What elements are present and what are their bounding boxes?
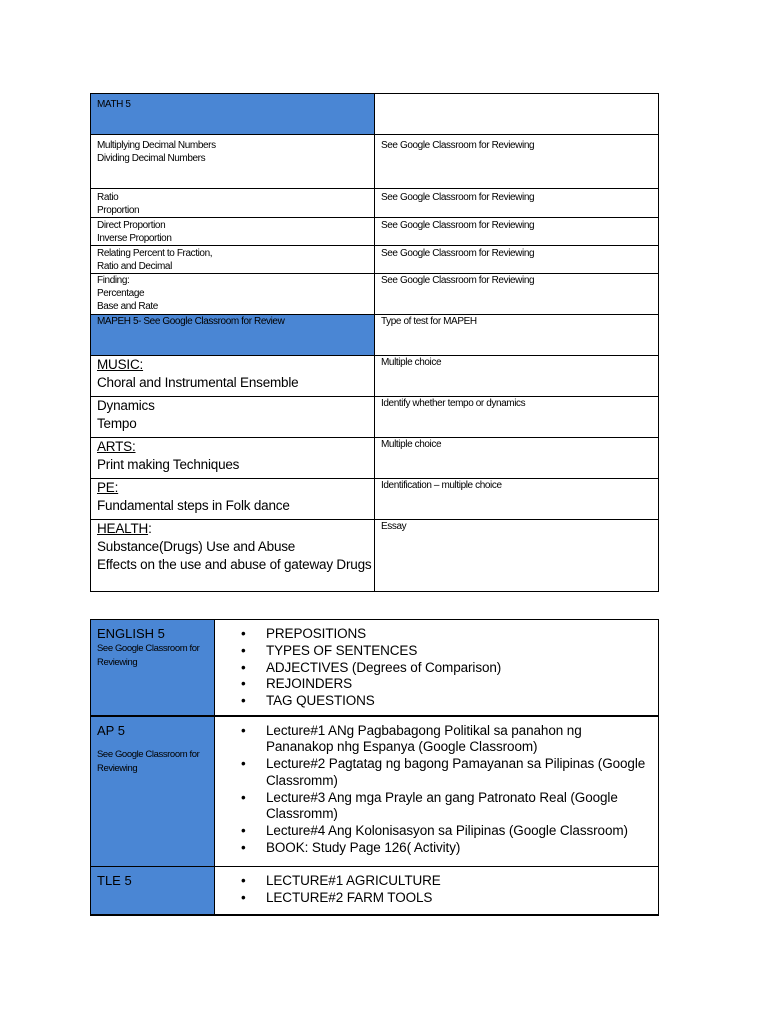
mapeh-test-cell xyxy=(375,479,659,520)
list-item-text: TAG QUESTIONS xyxy=(266,693,375,709)
mapeh-topic-cell xyxy=(91,356,375,397)
bullet-icon: • xyxy=(241,823,246,839)
mapeh-label-suffix: : xyxy=(148,521,152,536)
math-note-cell xyxy=(375,274,659,315)
mapeh-topic-line: Substance(Drugs) Use and Abuse xyxy=(97,539,296,554)
list-item xyxy=(241,693,652,710)
math-header-cell xyxy=(91,94,375,135)
mapeh-topic-line: Effects on the use and abuse of gateway Drugs xyxy=(97,557,372,572)
mapeh-header: MAPEH 5- See Google Classroom for Review xyxy=(97,316,285,327)
list-item-text: Lecture#1 ANg Pagbabagong Politikal sa panahon ng Pananakop nhg Espanya (Google Classroom) xyxy=(266,722,582,755)
list-item xyxy=(241,889,652,907)
mapeh-label: HEALTH xyxy=(97,521,149,536)
mapeh-test-cell xyxy=(375,356,659,397)
math-note: See Google Classroom for Reviewing xyxy=(381,192,535,203)
subject-cell xyxy=(91,716,215,867)
subject-items-list xyxy=(215,620,658,714)
mapeh-test-type-header: Type of test for MAPEH xyxy=(381,316,477,327)
subject-cell xyxy=(91,620,215,716)
mapeh-topic-line: Choral and Instrumental Ensemble xyxy=(97,375,299,390)
math-note: See Google Classroom for Reviewing xyxy=(381,220,535,231)
mapeh-topic-line: Tempo xyxy=(97,416,137,431)
math-note-cell xyxy=(375,135,659,189)
math-topic-line: Direct Proportion xyxy=(97,220,166,231)
subject-items-list xyxy=(215,867,658,911)
subject-note: See Google Classroom for Reviewing xyxy=(97,748,200,774)
subjects-table xyxy=(90,619,659,916)
bullet-icon: • xyxy=(241,840,246,856)
math-topic-line: Inverse Proportion xyxy=(97,233,172,244)
math-topic-line: Dividing Decimal Numbers xyxy=(97,153,206,164)
bullet-icon: • xyxy=(241,642,246,658)
math-note: See Google Classroom for Reviewing xyxy=(381,140,535,151)
subject-items-list xyxy=(215,717,658,861)
math-topic-line: Multiplying Decimal Numbers xyxy=(97,140,216,151)
mapeh-test-type: Multiple choice xyxy=(381,357,442,368)
mapeh-test-cell xyxy=(375,438,659,479)
mapeh-test-type: Identify whether tempo or dynamics xyxy=(381,398,526,409)
mapeh-test-type: Multiple choice xyxy=(381,439,442,450)
mapeh-test-cell xyxy=(375,397,659,438)
mapeh-label: MUSIC: xyxy=(97,357,144,372)
subject-items-cell xyxy=(215,867,659,915)
mapeh-topic-line: Print making Techniques xyxy=(97,457,240,472)
bullet-icon: • xyxy=(241,789,246,805)
math-topic-line: Ratio and Decimal xyxy=(97,261,172,272)
mapeh-test-type: Essay xyxy=(381,521,407,532)
mapeh-test-cell xyxy=(375,520,659,592)
list-item-text: Lecture#3 Ang mga Prayle an gang Patronato Real (Google Classromm) xyxy=(266,789,618,822)
mapeh-header-right-cell xyxy=(375,315,659,356)
bullet-icon: • xyxy=(241,722,246,738)
math-topic-cell xyxy=(91,135,375,189)
list-item-text: BOOK: Study Page 126( Activity) xyxy=(266,840,461,856)
list-item-text: LECTURE#1 AGRICULTURE xyxy=(266,873,441,888)
math-note-cell xyxy=(375,246,659,274)
mapeh-label: ARTS: xyxy=(97,439,136,454)
math-header: MATH 5 xyxy=(97,99,131,110)
list-item xyxy=(241,642,652,660)
bullet-icon: • xyxy=(241,626,246,641)
list-item xyxy=(241,659,652,677)
mapeh-topic-line: Dynamics xyxy=(97,398,155,413)
list-item-text: PREPOSITIONS xyxy=(266,626,367,641)
list-item-text: TYPES OF SENTENCES xyxy=(266,642,418,658)
mapeh-topic-cell xyxy=(91,397,375,438)
subject-name: AP 5 xyxy=(97,722,125,738)
bullet-icon: • xyxy=(241,693,246,709)
math-topic-line: Ratio xyxy=(97,192,119,203)
list-item-text: ADJECTIVES (Degrees of Comparison) xyxy=(266,659,502,675)
math-note-cell xyxy=(375,189,659,218)
math-header-empty-cell xyxy=(375,94,659,135)
list-item xyxy=(241,789,652,824)
mapeh-test-type: Identification – multiple choice xyxy=(381,480,502,491)
mapeh-label-line xyxy=(97,520,368,538)
list-item xyxy=(241,823,652,840)
subject-items-cell xyxy=(215,716,659,867)
math-topic-line: Proportion xyxy=(97,205,140,216)
list-item-text: REJOINDERS xyxy=(266,676,353,692)
subject-cell xyxy=(91,867,215,915)
subject-items-cell xyxy=(215,620,659,716)
subject-name: ENGLISH 5 xyxy=(97,626,165,641)
math-note: See Google Classroom for Reviewing xyxy=(381,275,535,286)
mapeh-label: PE: xyxy=(97,480,119,495)
math-topic-cell xyxy=(91,246,375,274)
math-topic-cell xyxy=(91,189,375,218)
bullet-icon: • xyxy=(241,873,246,888)
math-topic-line: Percentage xyxy=(97,288,145,299)
math-topic-cell xyxy=(91,274,375,315)
list-item xyxy=(241,626,652,643)
list-item xyxy=(241,756,652,790)
math-mapeh-table xyxy=(90,93,659,592)
mapeh-topic-cell xyxy=(91,520,375,592)
bullet-icon: • xyxy=(241,756,246,772)
list-item xyxy=(241,676,652,693)
list-item-text: Lecture#4 Ang Kolonisasyon sa Pilipinas (Google Classroom) xyxy=(266,823,628,839)
subject-name: TLE 5 xyxy=(97,873,132,888)
math-topic-line: Finding: xyxy=(97,275,130,286)
math-topic-line: Relating Percent to Fraction, xyxy=(97,248,213,259)
math-topic-cell xyxy=(91,218,375,246)
bullet-icon: • xyxy=(241,676,246,692)
list-item-text: LECTURE#2 FARM TOOLS xyxy=(266,889,433,905)
math-note: See Google Classroom for Reviewing xyxy=(381,248,535,259)
math-topic-line: Base and Rate xyxy=(97,301,158,312)
mapeh-header-cell xyxy=(91,315,375,356)
bullet-icon: • xyxy=(241,889,246,905)
mapeh-topic-cell xyxy=(91,438,375,479)
mapeh-topic-line: Fundamental steps in Folk dance xyxy=(97,498,290,513)
list-item xyxy=(241,840,652,857)
math-note-cell xyxy=(375,218,659,246)
bullet-icon: • xyxy=(241,659,246,675)
list-item xyxy=(241,722,652,757)
list-item-text: Lecture#2 Pagtatag ng bagong Pamayanan sa Pilipinas (Google Classromm) xyxy=(266,756,646,788)
mapeh-topic-cell xyxy=(91,479,375,520)
list-item xyxy=(241,873,652,890)
subject-note: See Google Classroom for Reviewing xyxy=(97,643,200,668)
